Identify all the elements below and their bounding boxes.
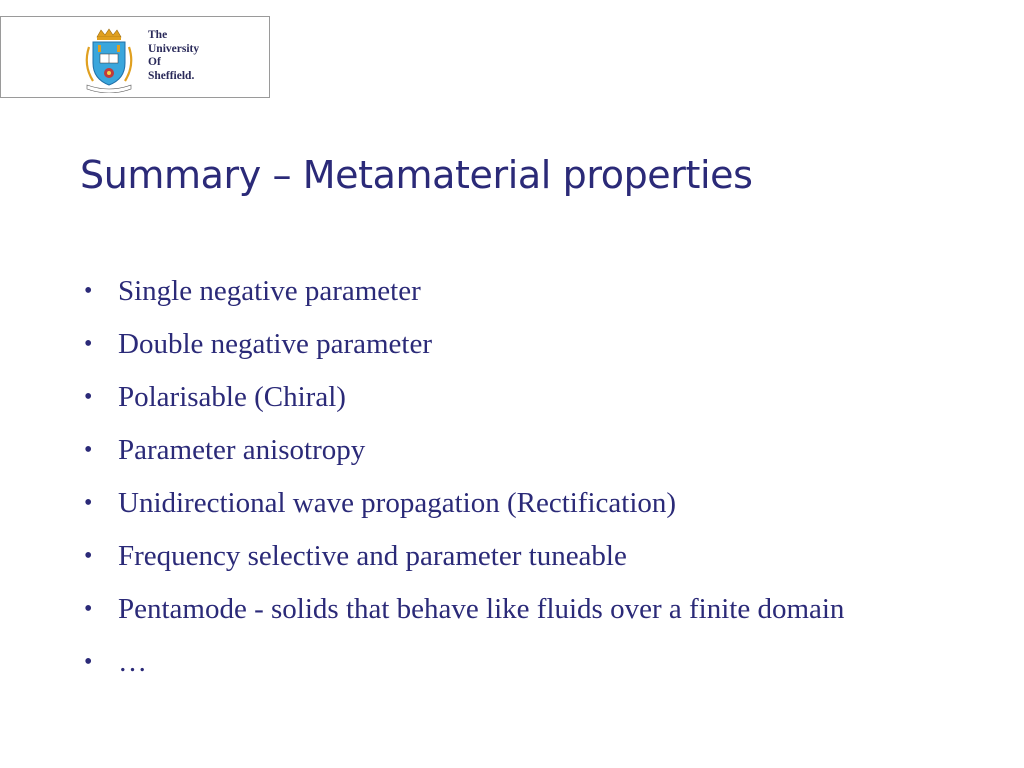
bullet-icon: • bbox=[84, 490, 93, 516]
bullet-icon: • bbox=[84, 384, 93, 410]
logo-line: University bbox=[148, 42, 200, 55]
list-item bbox=[80, 270, 950, 312]
university-crest-icon bbox=[79, 27, 139, 93]
bullet-icon: • bbox=[84, 543, 93, 569]
logo-line: The bbox=[148, 29, 168, 41]
bullet-icon: • bbox=[84, 649, 93, 675]
list-item bbox=[80, 323, 950, 365]
list-item-text: Parameter anisotropy bbox=[118, 434, 366, 466]
list-item bbox=[80, 535, 950, 577]
bullet-icon: • bbox=[84, 331, 93, 357]
bullet-icon: • bbox=[84, 596, 93, 622]
list-item bbox=[80, 641, 950, 683]
university-name bbox=[148, 29, 199, 83]
university-logo bbox=[0, 16, 270, 98]
list-item bbox=[80, 429, 950, 471]
bullet-icon: • bbox=[84, 278, 93, 304]
bullet-list bbox=[80, 270, 950, 694]
list-item-text: Polarisable (Chiral) bbox=[118, 381, 346, 413]
list-item-text: Unidirectional wave propagation (Rectification) bbox=[118, 487, 677, 519]
list-item-text: … bbox=[118, 646, 147, 678]
logo-line: Of bbox=[148, 56, 161, 68]
list-item-text: Single negative parameter bbox=[118, 275, 421, 307]
slide-title: Summary – Metamaterial properties bbox=[80, 153, 753, 197]
list-item bbox=[80, 482, 950, 524]
logo-line: Sheffield. bbox=[148, 69, 195, 82]
list-item-text: Frequency selective and parameter tuneable bbox=[118, 540, 627, 572]
list-item bbox=[80, 376, 950, 418]
bullet-icon: • bbox=[84, 437, 93, 463]
list-item-text: Pentamode - solids that behave like fluids over a finite domain bbox=[118, 593, 845, 625]
list-item-text: Double negative parameter bbox=[118, 328, 433, 360]
list-item bbox=[80, 588, 950, 630]
